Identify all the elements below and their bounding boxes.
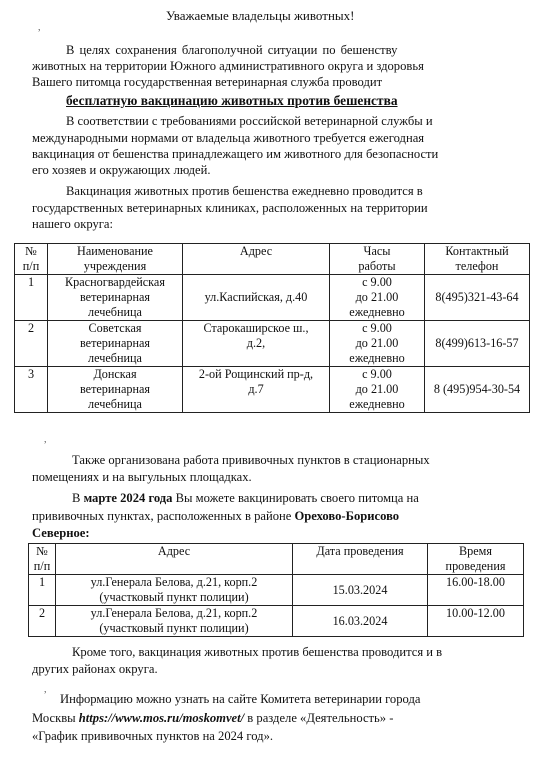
clinic-hours: с 9.00 до 21.00 ежедневно (330, 275, 425, 321)
header-name: Наименование учреждения (48, 244, 183, 275)
header-hours: Часы работы (330, 244, 425, 275)
clinic-name: Советская ветеринарная лечебница (48, 321, 183, 367)
header-address: Адрес (183, 244, 330, 275)
header-num: № п/п (29, 544, 56, 575)
stations-line-1: Также организована работа прививочных пунктов в стационарных (72, 453, 430, 467)
march-date: марте 2024 года (83, 491, 173, 505)
stations-line-2: помещениях и на выгульных площадках. (32, 470, 252, 484)
point-time: 16.00-18.00 (428, 575, 524, 606)
requirements-line-1: В соответствии с требованиями российской ветеринарной службы и (66, 114, 433, 128)
clinic-address: Старокаширское ш., д.2, (183, 321, 330, 367)
header-address: Адрес (56, 544, 293, 575)
moskomvet-link[interactable]: https://www.mos.ru/moskomvet/ (78, 711, 245, 725)
other-line-2: других районах округа. (32, 662, 158, 676)
clinic-name: Красногвардейская ветеринарная лечебница (48, 275, 183, 321)
table-row (15, 275, 530, 321)
info-line-2: Москвы https://www.mos.ru/moskomvet/ в разделе «Деятельность» - (32, 711, 394, 725)
point-date: 15.03.2024 (293, 575, 428, 606)
intro-line-1: В целях сохранения благополучной ситуации по бешенству (66, 43, 398, 57)
clinics-table (14, 243, 530, 413)
row-num: 2 (29, 606, 56, 637)
table-row (15, 367, 530, 413)
row-num: 1 (29, 575, 56, 606)
other-line-1: Кроме того, вакцинация животных против бешенства проводится и в (72, 645, 443, 659)
clinic-hours: с 9.00 до 21.00 ежедневно (330, 321, 425, 367)
row-num: 1 (15, 275, 48, 321)
scan-mark: , (44, 434, 47, 445)
point-time: 10.00-12.00 (428, 606, 524, 637)
info-line-1: Информацию можно узнать на сайте Комитета ветеринарии города (60, 692, 421, 706)
march-line-2: прививочных пунктах, расположенных в районе Орехово-Борисово (32, 509, 400, 523)
header-num: № п/п (15, 244, 48, 275)
requirements-line-4: его хозяев и окружающих людей. (32, 163, 211, 177)
header-date: Дата проведения (293, 544, 428, 575)
point-address: ул.Генерала Белова, д.21, корп.2 (участковый пункт полиции) (56, 606, 293, 637)
daily-line-3: нашего округа: (32, 217, 114, 231)
intro-line-3: Вашего питомца государственная ветеринарная служба проводит (32, 75, 383, 89)
scan-mark: , (38, 22, 41, 33)
table-row (29, 575, 524, 606)
daily-line-2: государственных ветеринарных клиниках, расположенных на территории (32, 201, 428, 215)
clinic-phone: 8(495)321-43-64 (425, 275, 530, 321)
point-date: 16.03.2024 (293, 606, 428, 637)
info-line-3: «График прививочных пунктов на 2024 год». (32, 729, 274, 743)
requirements-line-3: вакцинация от бешенства принадлежащего им животного для безопасности (32, 147, 439, 161)
scan-mark: , (44, 684, 47, 695)
march-line-1: В марте 2024 года Вы можете вакцинировать своего питомца на (72, 491, 419, 505)
row-num: 3 (15, 367, 48, 413)
vaccination-emphasis: бесплатную вакцинацию животных против бешенства (66, 93, 398, 108)
requirements-line-2: международными нормами от владельца животного требуется ежегодная (32, 131, 425, 145)
page-heading: Уважаемые владельцы животных! (166, 8, 355, 23)
points-table-header (29, 544, 524, 575)
district-name: Орехово-Борисово (294, 509, 400, 523)
table-row (29, 606, 524, 637)
district-name-cont: Северное: (32, 526, 90, 540)
row-num: 2 (15, 321, 48, 367)
header-phone: Контактный телефон (425, 244, 530, 275)
clinic-address: ул.Каспийская, д.40 (183, 275, 330, 321)
daily-line-1: Вакцинация животных против бешенства ежедневно проводится в (66, 184, 423, 198)
points-table (28, 543, 524, 637)
clinic-phone: 8 (495)954-30-54 (425, 367, 530, 413)
clinics-table-header (15, 244, 530, 275)
clinic-address: 2-ой Рощинский пр-д, д.7 (183, 367, 330, 413)
clinic-name: Донская ветеринарная лечебница (48, 367, 183, 413)
table-row (15, 321, 530, 367)
point-address: ул.Генерала Белова, д.21, корп.2 (участковый пункт полиции) (56, 575, 293, 606)
header-time: Время проведения (428, 544, 524, 575)
clinic-phone: 8(499)613-16-57 (425, 321, 530, 367)
clinic-hours: с 9.00 до 21.00 ежедневно (330, 367, 425, 413)
intro-line-2: животных на территории Южного административного округа и здоровья (32, 59, 424, 73)
